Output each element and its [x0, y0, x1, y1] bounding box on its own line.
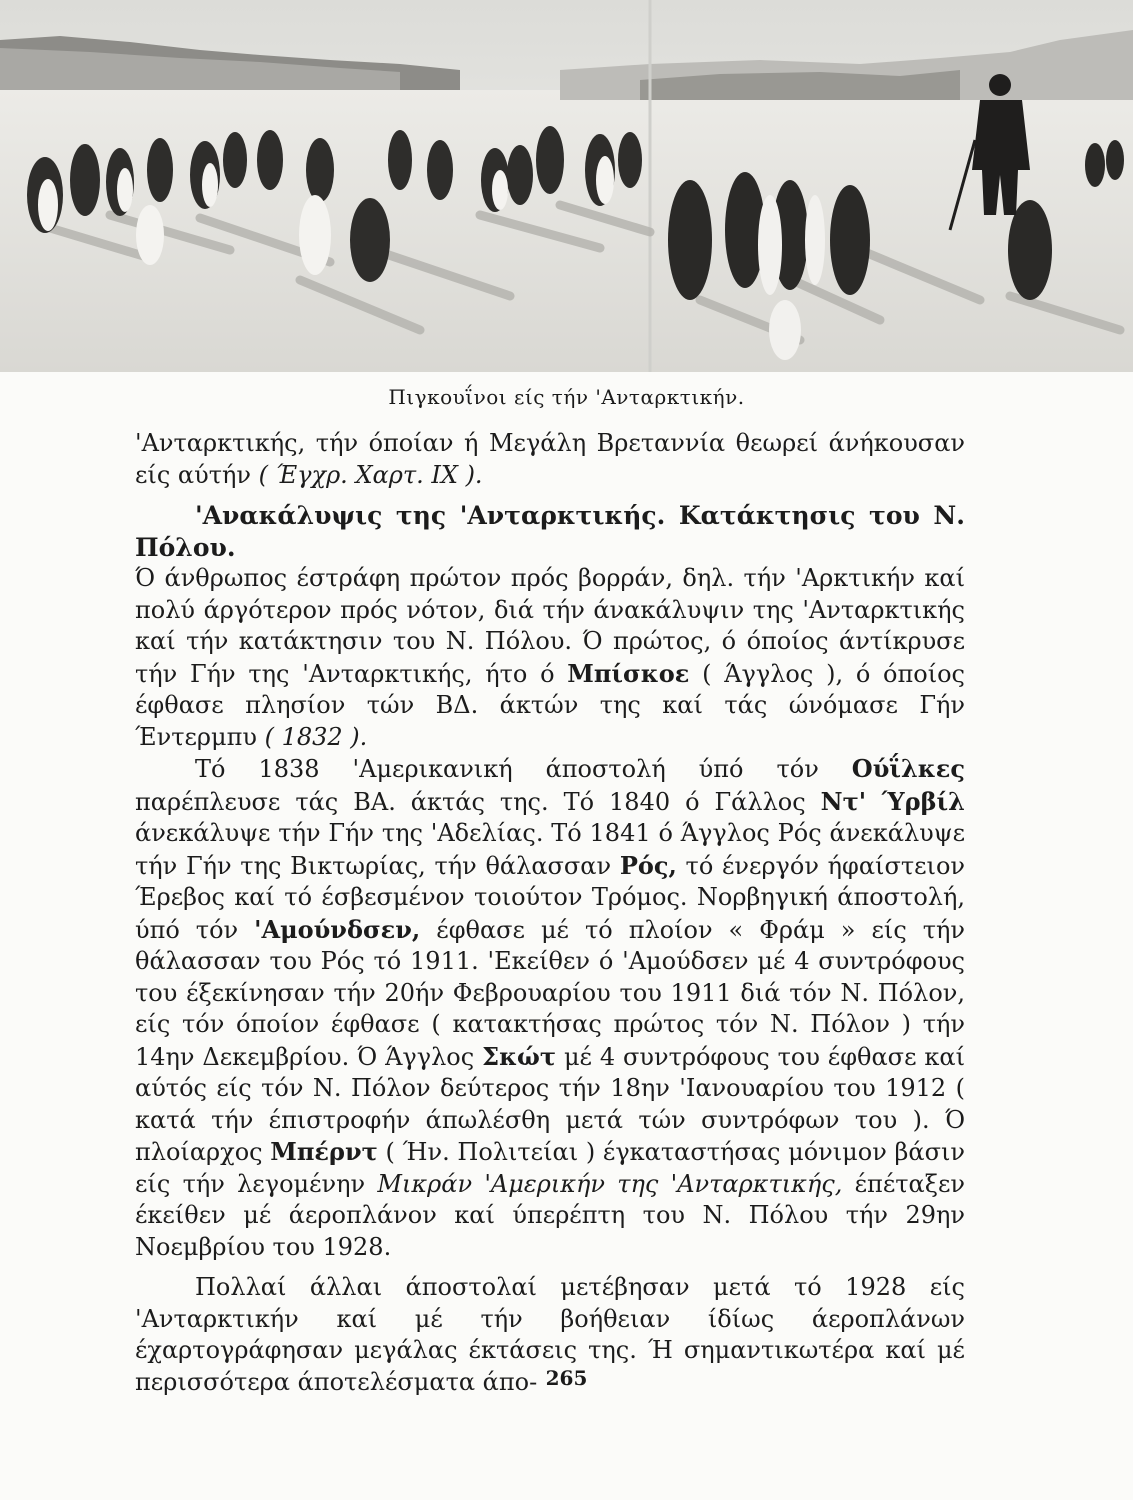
- section-heading: 'Ανακάλυψις της 'Ανταρκτικής. Κατάκτησις του Ν. Πόλου.: [135, 501, 965, 562]
- paragraph-later-expeditions: Πολλαί άλλαι άποστολαί μετέβησαν μετά τό 1928 είς 'Ανταρκτικήν καί μέ τήν βοήθειαν ίδίως άεροπλάνων έχαρτογράφησαν μεγάλας έκτάσεις της. Ή σημαντικωτέρα καί μέ περισσότερα άποτελέσματα άπο-: [135, 1273, 965, 1396]
- page-number: 265: [545, 1366, 588, 1390]
- photo-caption: Πιγκουΐνοι είς τήν 'Ανταρκτικήν.: [388, 385, 745, 409]
- paragraph-expeditions: Τό 1838 'Αμερικανική άποστολή ύπό τόν Ούΐλκες παρέπλευσε τάς ΒΑ. άκτάς της. Τό 1840 ό Γάλλος Ντ' Ύρβίλ άνεκάλυψε τήν Γήν της 'Αδελίας. Τό 1841 ό Άγγλος Ρός άνεκάλυψε τήν Γήν της Βικτωρίας, τήν θάλασσαν Ρός, τό ένεργόν ήφαίστειον Έρεβος καί τό έσβεσμένον τοιούτον Τρόμος. Νορβηγική άποστολή, ύπό τόν 'Αμούνδσεν, έφθασε μέ τό πλοίον « Φράμ » είς τήν θάλασσαν του Ρός τό 1911. 'Εκείθεν ό 'Αμούδσεν μέ 4 συντρόφους του έξεκίνησαν τήν 20ήν Φεβρουαρίου του 1911 διά τόν Ν. Πόλον, είς τόν όποίον έφθασε ( κατακτήσας πρώτος τόν Ν. Πόλον ) τήν 14ην Δεκεμβρίου. Ό Άγγλος Σκώτ μέ 4 συντρόφους του έφθασε καί αύτός είς τόν Ν. Πόλον δεύτερος τήν 18ην 'Ιανουαρίου του 1912 ( κατά τήν έπιστροφήν άπωλέσθη μετά τών συντρόφων του ). Ό πλοίαρχος Μπέρντ ( Ήν. Πολιτείαι ) έγκαταστήσας μόνιμον βάσιν είς τήν λεγομένην Μικράν 'Αμερικήν της 'Ανταρκτικής, έπέταξεν έκείθεν μέ άεροπλάνον καί ύπερέπτη του Ν. Πόλου τήν 29ην Νοεμβρίου του 1928.: [135, 754, 966, 1261]
- paragraph-discovery: Ό άνθρωπος έστράφη πρώτον πρός βορράν, δηλ. τήν 'Αρκτικήν καί πολύ άργότερον πρός νότον, διά τήν άνακάλυψιν της 'Ανταρκτικής καί τήν κατάκτησιν του Ν. Πόλου. Ό πρώτος, ό όποίος άντίκρυσε τήν Γήν της 'Ανταρκτικής, ήτο ό Μπίσκοε ( Άγγλος ), ό όποίος έφθασε πλησίον τών ΒΔ. άκτών της καί τάς ώνόμασε Γήν Έντερμπυ ( 1832 ).: [135, 564, 965, 751]
- main-text: [135, 428, 965, 1398]
- paragraph-continuation: 'Ανταρκτικής, τήν όποίαν ή Μεγάλη Βρεταννία θεωρεί άνήκουσαν είς αύτήν ( Έγχρ. Χαρτ. IX ).: [135, 429, 965, 489]
- penguins-photo: [0, 0, 1133, 372]
